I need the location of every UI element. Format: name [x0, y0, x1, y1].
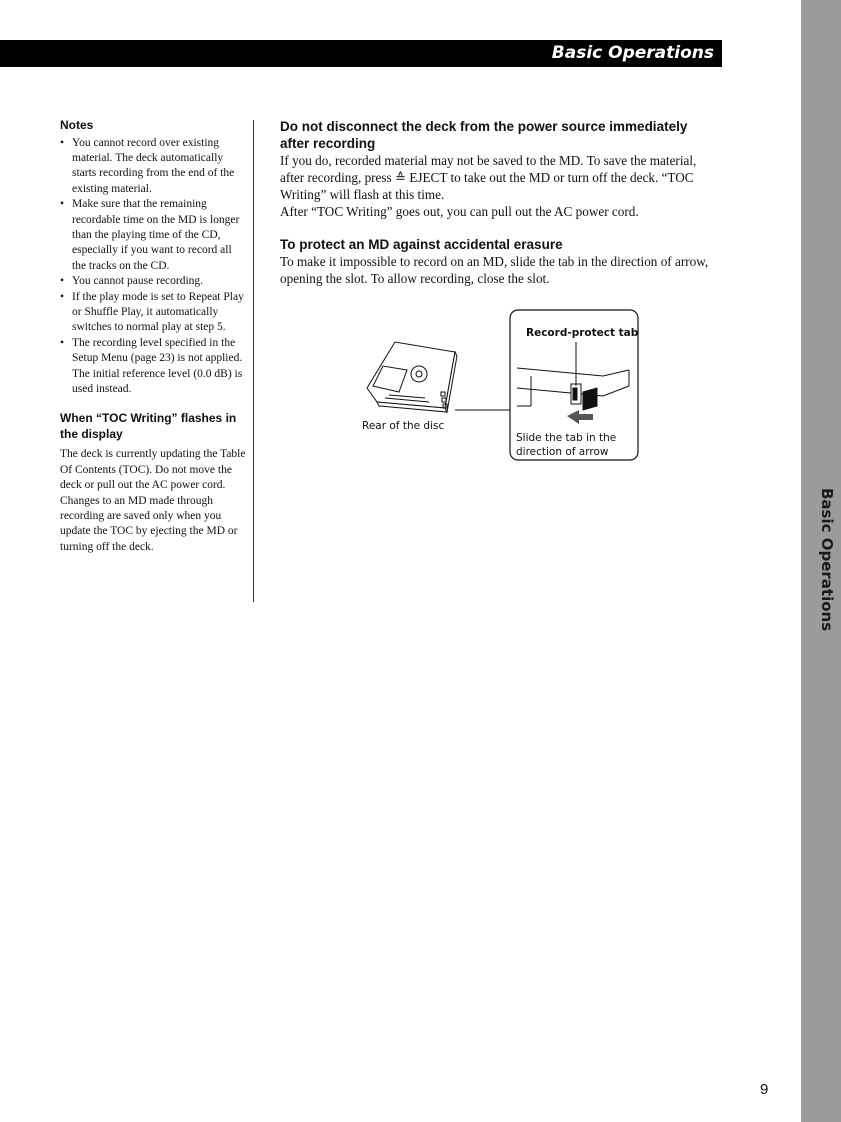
record-protect-figure [355, 306, 645, 466]
toc-body: The deck is currently updating the Table Of Contents (TOC). Do not move the deck or pull out the AC power cord. Changes to an MD made through recording are saved only when you update the TOC by ejecting the MD or turning off the deck. [60, 448, 246, 553]
list-item: • You cannot pause recording. [60, 274, 246, 289]
list-item: • The recording level specified in the Setup Menu (page 23) is not applied. The initial reference level (0.0 dB) is used instead. [60, 336, 246, 398]
slide-tab-label-2: direction of arrow [516, 446, 609, 458]
list-item: • If the play mode is set to Repeat Play or Shuffle Play, it automatically switches to normal play at step 5. [60, 290, 246, 336]
column-divider [253, 120, 254, 602]
minidisc-icon [367, 342, 457, 412]
protect-body: To make it impossible to record on an MD, slide the tab in the direction of arrow, opening the slot. To allow recording, close the slot. [280, 254, 709, 286]
list-item: • Make sure that the remaining recordable time on the MD is longer than the playing time of the CD, especially if you want to record all the tracks on the CD. [60, 197, 246, 274]
disconnect-body: If you do, recorded material may not be saved to the MD. To save the material, after recording, press ≙ EJECT to take out the MD or turn off the deck. “TOC Writing” will flash at this time. [280, 153, 697, 202]
page-number: 9 [760, 1081, 769, 1098]
rear-of-disc-label: Rear of the disc [362, 420, 445, 432]
protect-heading: To protect an MD against accidental erasure [280, 237, 563, 252]
notes-heading: Notes [60, 118, 94, 132]
header-title: Basic Operations [551, 43, 714, 63]
record-protect-tab-label: Record-protect tab [526, 327, 639, 339]
disconnect-heading: Do not disconnect the deck from the power source immediately after recording [280, 119, 688, 151]
right-column [280, 118, 720, 287]
left-column [60, 118, 246, 555]
notes-list [60, 136, 246, 398]
header-bar [0, 40, 722, 67]
list-item: • You cannot record over existing material. The deck automatically starts recording from the end of the existing material. [60, 136, 246, 198]
side-tab [801, 0, 841, 1122]
disconnect-body-2: After “TOC Writing” goes out, you can pull out the AC power cord. [280, 204, 639, 219]
slide-tab-label-1: Slide the tab in the [516, 432, 617, 444]
side-tab-label: Basic Operations [818, 488, 836, 632]
toc-heading: When “TOC Writing” flashes in the display [60, 411, 237, 441]
